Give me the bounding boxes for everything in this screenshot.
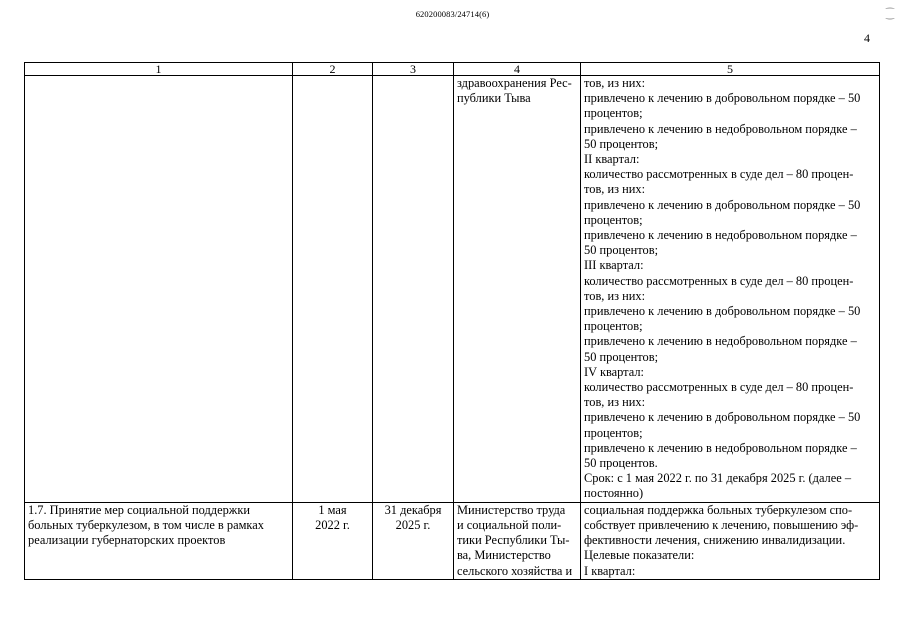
cell-text-line: привлечено к лечению в добровольном порядке – 50 [584,410,861,425]
cell-text-line: процентов; [584,319,643,334]
measure-name-cell [25,76,293,503]
start-date-cell [293,76,373,503]
cell-text-line: привлечено к лечению в недобровольном порядке – [584,334,857,349]
cell-text-line: тов, из них: [584,395,646,410]
end-date-cell [373,76,454,503]
cell-text-line: тов, из них: [584,288,646,303]
column-header-5: 5 [581,63,880,76]
cell-text-line: 2022 г. [315,517,350,532]
cell-text-line: тов, из них: [584,182,646,197]
cell-text-line: количество рассмотренных в суде дел – 80 процен- [584,380,854,395]
cell-text-line: II квартал: [584,152,640,167]
corner-mark-icon: ⁐ [886,9,895,20]
cell-text-line: Министерство труда [457,502,566,517]
cell-text-line: 31 декабря [384,502,442,517]
page-number: 4 [864,31,870,45]
cell-text-line: привлечено к лечению в недобровольном порядке – [584,121,857,136]
cell-text-line: количество рассмотренных в суде дел – 80 процен- [584,167,854,182]
cell-text-line: привлечено к лечению в добровольном порядке – 50 [584,91,861,106]
cell-text-line: привлечено к лечению в недобровольном порядке – [584,440,857,455]
cell-text-line: Срок: с 1 мая 2022 г. по 31 декабря 2025 г. (далее – [584,471,852,486]
cell-text-line: тики Республики Ты- [457,533,570,548]
cell-text-line: 50 процентов; [584,349,659,364]
cell-text-line: социальная поддержка больных туберкулезом спо- [584,502,853,517]
end-date-cell [373,502,454,579]
cell-text-line: привлечено к лечению в добровольном порядке – 50 [584,197,861,212]
cell-text-line: процентов; [584,212,643,227]
column-header-4: 4 [454,63,581,76]
cell-text-line: 50 процентов; [584,136,659,151]
cell-text-line: 50 процентов; [584,243,659,258]
cell-text-line: ва, Министерство [457,548,551,563]
cell-text-line: III квартал: [584,258,644,273]
cell-text-line: 2025 г. [395,517,431,532]
cell-text-line: 1 мая [318,502,347,517]
cell-text-line: больных туберкулезом, в том числе в рамках [28,517,264,532]
start-date-cell [293,502,373,579]
cell-text-line: IV квартал: [584,364,644,379]
table-row [25,502,880,579]
document-id: 620200083/24714(6) [415,9,490,19]
cell-text-line: I квартал: [584,563,636,578]
cell-text-line: постоянно) [584,486,644,501]
cell-text-line: собствует привлечению к лечению, повышению эф- [584,517,859,532]
measure-name-cell [25,502,293,579]
measures-table [24,62,880,580]
executor-cell [454,502,581,579]
cell-text-line: 50 процентов. [584,456,658,471]
cell-text-line: привлечено к лечению в добровольном порядке – 50 [584,304,861,319]
column-header-2: 2 [293,63,373,76]
cell-text-line: Целевые показатели: [584,548,695,563]
cell-text-line: и социальной поли- [457,517,562,532]
cell-text-line: процентов; [584,106,643,121]
cell-text-line: 1.7. Принятие мер социальной поддержки [28,502,251,517]
executor-cell [454,76,581,503]
cell-text-line: процентов; [584,425,643,440]
column-header-1: 1 [25,63,293,76]
result-cell [581,76,880,503]
result-cell [581,502,880,579]
table-row [25,76,880,503]
cell-text-line: сельского хозяйства и [457,563,573,578]
cell-text-line: количество рассмотренных в суде дел – 80 процен- [584,273,854,288]
cell-text-line: реализации губернаторских проектов [28,533,226,548]
cell-text-line: публики Тыва [457,91,531,106]
cell-text-line: тов, из них: [584,76,646,90]
cell-text-line: привлечено к лечению в недобровольном порядке – [584,228,857,243]
column-header-row [25,63,880,76]
column-header-3: 3 [373,63,454,76]
cell-text-line: фективности лечения, снижению инвалидизации. [584,533,846,548]
cell-text-line: здравоохранения Рес- [457,76,572,90]
